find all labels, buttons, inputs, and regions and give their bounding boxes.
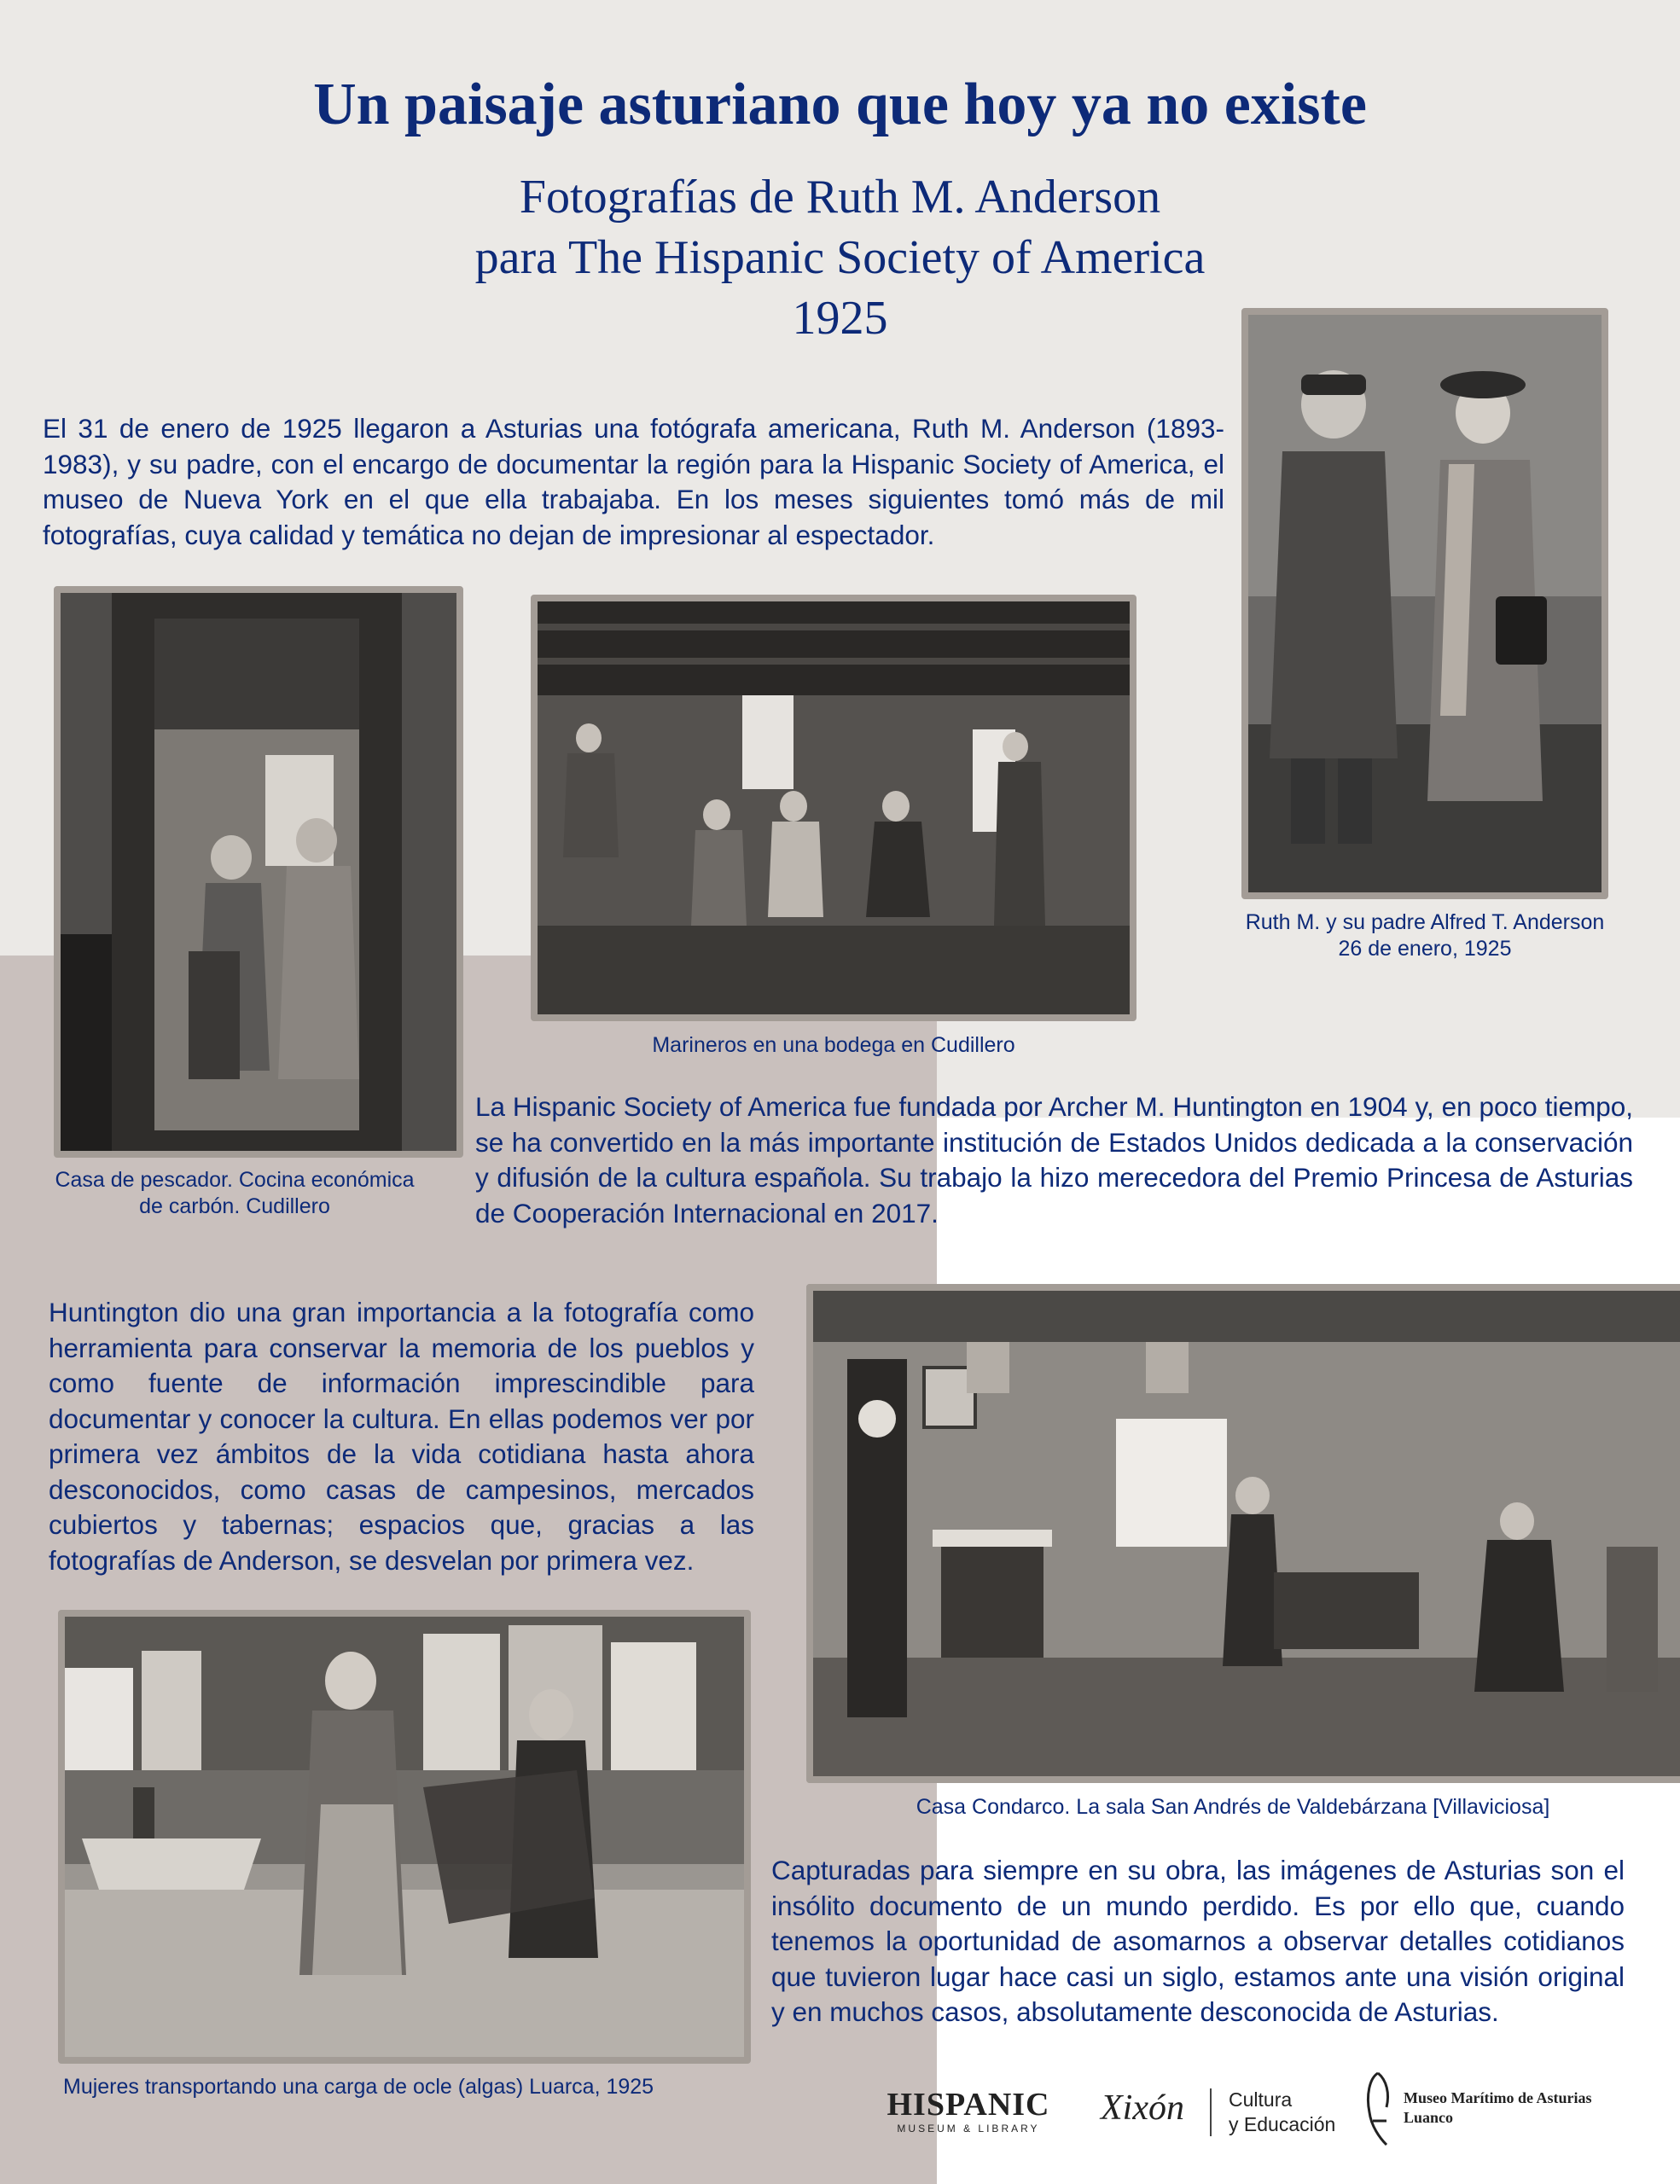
lighthouse-icon [1361, 2070, 1395, 2148]
cultura-logo-line-2: y Educación [1229, 2113, 1336, 2135]
portrait-caption-line-2: 26 de enero, 1925 [1338, 937, 1512, 961]
kitchen-photo [54, 586, 463, 1158]
cultura-logo [1229, 2088, 1357, 2137]
museo-logo-line-1: Museo Marítimo de Asturias [1404, 2089, 1592, 2106]
portrait-caption-line-1: Ruth M. y su padre Alfred T. Anderson [1245, 910, 1605, 934]
room-caption: Casa Condarco. La sala San Andrés de Valdebárzana [Villaviciosa] [916, 1795, 1550, 1819]
sailors-caption: Marineros en una bodega en Cudillero [652, 1033, 1015, 1057]
sailors-photo [531, 595, 1136, 1021]
museo-logo-line-2: Luanco [1404, 2109, 1454, 2126]
xixon-logo: Xixón [1101, 2088, 1184, 2128]
page-title: Un paisaje asturiano que hoy ya no existe [313, 72, 1367, 137]
hispanic-logo-text: HISPANIC [887, 2087, 1050, 2123]
subtitle-line-1: Fotografías de Ruth M. Anderson [519, 171, 1161, 224]
hispanic-museum-logo [879, 2088, 1058, 2135]
hispanic-society-paragraph: La Hispanic Society of America fue fundada por Archer M. Huntington en 1904 y, en poco tiempo, se ha convertido en la más importante institución de Estados Unidos dedicada a la conservación y difusión de la cultura española. Su trabajo la hizo merecedora del Premio Princesa de Asturias de Cooperación Internacional en 2017. [475, 1091, 1633, 1228]
room-photo [806, 1284, 1680, 1783]
cultura-logo-line-1: Cultura [1229, 2088, 1293, 2111]
museo-maritimo-logo [1361, 2070, 1642, 2148]
subtitle-line-2: para The Hispanic Society of America [474, 231, 1206, 284]
kitchen-caption-line-2: de carbón. Cudillero [139, 1194, 330, 1218]
portrait-photo [1241, 308, 1608, 899]
kitchen-caption-line-1: Casa de pescador. Cocina económica [55, 1168, 415, 1192]
closing-paragraph: Capturadas para siempre en su obra, las imágenes de Asturias son el insólito documento de un mundo perdido. Es por ello que, cuando tenemos la oportunidad de asomarnos a observar detalles cotidianos que tuvieron lugar hace casi un siglo, estamos ante una visión original y en muchos casos, absolutamente desconocida de Asturias. [771, 1855, 1625, 2027]
women-photo [58, 1610, 751, 2064]
women-caption: Mujeres transportando una carga de ocle (algas) Luarca, 1925 [63, 2075, 654, 2099]
hispanic-logo-subtext: MUSEUM & LIBRARY [897, 2123, 1040, 2135]
intro-paragraph: El 31 de enero de 1925 llegaron a Asturias una fotógrafa americana, Ruth M. Anderson (1893-1983), y su padre, con el encargo de documentar la región para la Hispanic Society of America, el museo de Nueva York en el que ella trabajaba. En los meses siguientes tomó más de mil fotografías, cuya calidad y temática no dejan de impresionar al espectador. [43, 413, 1224, 550]
subtitle-year: 1925 [792, 292, 888, 345]
logo-divider [1210, 2088, 1212, 2136]
huntington-paragraph: Huntington dio una gran importancia a la fotografía como herramienta para conservar la memoria de los pueblos y como fuente de información imprescindible para documentar y conocer la cultura. En ellas podemos ver por primera vez ámbitos de la vida cotidiana hasta ahora desconocidos, como casas de campesinos, mercados cubiertos y tabernas; espacios que, gracias a las fotografías de Anderson, se desvelan por primera vez. [49, 1297, 754, 1576]
